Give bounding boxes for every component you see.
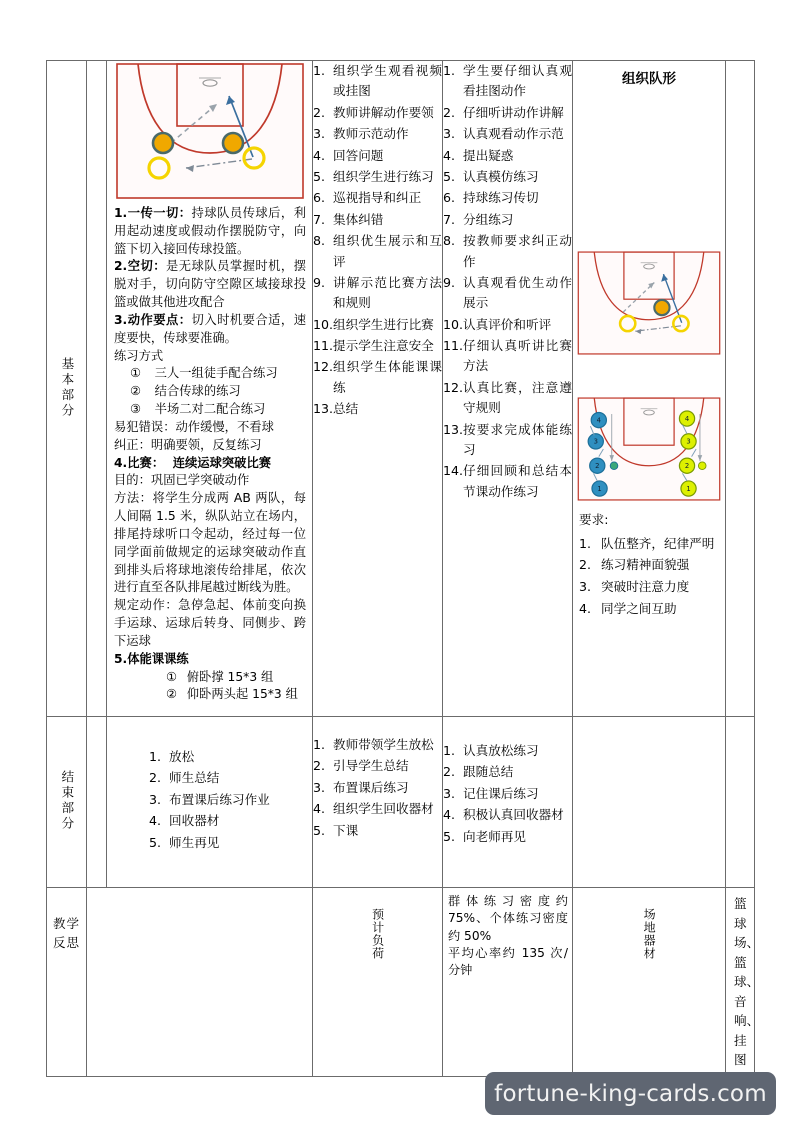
basic-student-activity-item	[443, 167, 572, 187]
basic-student-activity-item-number: 10.	[443, 316, 464, 332]
fitness-item-2-num: ②	[166, 687, 178, 702]
svg-text:3: 3	[686, 437, 691, 446]
ending-student-activity-item-label: 认真放松练习	[463, 743, 539, 758]
basic-teacher-activity-item-number: 3.	[313, 126, 326, 142]
formation-requirements	[573, 503, 725, 625]
basic-teacher-activity-item	[313, 231, 442, 272]
fitness-item-2: 仰卧两头起 15*3 组	[186, 687, 298, 702]
ending-content-item	[149, 747, 312, 767]
cell-basic-right-spacer	[726, 61, 755, 717]
equipment-label: 场地器材	[642, 907, 657, 960]
ending-teacher-activity-item	[313, 799, 442, 819]
basic-teacher-activity-item	[313, 273, 442, 314]
basic-teacher-activity-item-label: 总结	[333, 401, 359, 417]
basic-student-activity-item-number: 3.	[443, 126, 456, 142]
basic-teacher-activity-item-number: 2.	[313, 104, 326, 120]
requirement-item	[579, 576, 721, 598]
practice-way-2-num: ②	[130, 384, 142, 399]
basic-student-activity-item	[443, 124, 572, 144]
required-moves: 规定动作：急停急起、体前变向换手运球、运球后转身、同侧步、跨下运球	[114, 598, 306, 648]
requirements-list	[579, 533, 721, 620]
requirement-item-number: 4.	[579, 600, 592, 616]
cell-basic-section-label	[47, 61, 87, 717]
ending-student-activity-item	[443, 762, 572, 782]
basic-teacher-activity-item-label: 提示学生注意安全	[333, 338, 434, 354]
basic-student-activity-item	[443, 146, 572, 166]
basic-student-activity-item	[443, 188, 572, 208]
basic-teacher-activity-item	[313, 167, 442, 187]
cell-ending-right-spacer	[726, 717, 755, 888]
basic-teacher-activity-item-label: 集体纠错	[333, 211, 384, 227]
correction-text: 纠正：明确要领，反复练习	[114, 437, 262, 452]
basic-student-activity-item	[443, 420, 572, 461]
ending-teacher-activity-item-number: 5.	[313, 822, 326, 838]
svg-text:1: 1	[597, 484, 602, 493]
basic-teacher-activity-item-number: 12.	[313, 359, 334, 375]
competition-method: 方法：将学生分成两 AB 两队，每人间隔 1.5 米，纵队站立在场内，排尾持球听口令起动，经过每一位同学面前做规定的运球突破动作直到排头后将球地滚传给排尾，依次进行直至各队排尾越过断线为胜。	[114, 491, 306, 595]
watermark-text: fortune-king-cards.com	[494, 1080, 767, 1107]
cell-reflection-body[interactable]	[87, 888, 313, 1077]
basic-teacher-activity-item-label: 组织学生进行比赛	[333, 316, 434, 332]
ending-teacher-activity-item-number: 3.	[313, 779, 326, 795]
basic-student-activity-item	[443, 61, 572, 102]
cell-basic-formation	[573, 61, 726, 717]
basic-teacher-activity-item-number: 5.	[313, 168, 326, 184]
table-row-ending	[47, 717, 755, 888]
requirement-item	[579, 533, 721, 555]
basic-student-activity-item	[443, 336, 572, 377]
svg-text:4: 4	[684, 414, 690, 423]
cell-basic-spacer	[87, 61, 107, 717]
basic-teacher-activity-item-number: 13.	[313, 401, 334, 417]
basic-student-activity-item-label: 仔细认真听讲比赛方法	[463, 338, 572, 374]
basic-student-activity-item-label: 按要求完成体能练习	[463, 421, 572, 458]
ending-teacher-activity-item	[313, 756, 442, 776]
cell-equipment-label	[573, 888, 726, 1077]
basic-teacher-activity-item-label: 教师讲解动作要领	[333, 104, 434, 120]
basic-teacher-activity-item	[313, 146, 442, 166]
table-row-reflection	[47, 888, 755, 1077]
equipment-value: 篮球场、篮球、音响、挂图	[734, 896, 760, 1068]
table-row-basic	[47, 61, 755, 717]
basic-teacher-activity-item-number: 4.	[313, 147, 326, 163]
basic-student-activity-item-label: 认真评价和听评	[463, 316, 552, 332]
fitness-heading: 5.体能课课练	[114, 651, 189, 666]
court-diagram-dribble-relay	[576, 395, 722, 503]
ending-teacher-activity-item-label: 引导学生总结	[333, 758, 409, 774]
ending-content-item	[149, 790, 312, 810]
basic-teacher-activity-item-number: 7.	[313, 211, 326, 227]
ending-teacher-activity-item-label: 教师带领学生放松	[333, 737, 434, 752]
ending-content-item-number: 2.	[149, 770, 162, 786]
ending-teacher-activity-item-label: 组织学生回收器材	[333, 801, 434, 817]
load-line-2: 平均心率约 135 次/分钟	[448, 945, 568, 978]
requirements-heading: 要求:	[579, 512, 609, 527]
ending-student-activity-item-number: 2.	[443, 764, 456, 780]
load-line-1: 群体练习密度约 75%、个体练习密度约 50%	[448, 894, 568, 943]
basic-teacher-activity-list	[313, 61, 442, 420]
ending-content-item-label: 回收器材	[169, 813, 220, 829]
point-2-lead: 2.空切：	[114, 259, 167, 274]
basic-teacher-activity-item-label: 巡视指导和纠正	[333, 190, 422, 206]
common-error-text: 易犯错误：动作缓慢，不看球	[114, 419, 274, 434]
basic-student-activity-item-label: 认真观看优生动作展示	[463, 274, 572, 311]
point-1-text: 持球队员传球后，利用起动速度或假动作摆脱防守，向篮下切入接回传球投篮。	[114, 206, 306, 256]
ending-student-activity-item-number: 3.	[443, 785, 456, 801]
cell-basic-content	[107, 61, 313, 717]
basic-student-activity-item	[443, 103, 572, 123]
basic-content-text	[107, 201, 312, 712]
requirement-item-label: 队伍整齐，纪律严明	[601, 535, 715, 551]
competition-title: 连续运球突破比赛	[172, 455, 272, 470]
point-3-text: 切入时机要合适，速度要快，传球要准确。	[114, 312, 306, 345]
fitness-item-1: 俯卧撑 15*3 组	[186, 669, 274, 684]
point-1-lead: 1.一传一切：	[114, 206, 192, 220]
ending-student-activity-item-label: 记住课后练习	[463, 785, 539, 801]
ending-teacher-activity-item	[313, 735, 442, 755]
ending-student-activity-item	[443, 784, 572, 804]
ending-student-activity-item	[443, 827, 572, 847]
basic-student-activity-item-number: 13.	[443, 421, 464, 437]
basic-teacher-activity-item-label: 讲解示范比赛方法和规则	[333, 274, 442, 311]
ending-content-item-label: 放松	[169, 749, 195, 764]
ending-student-activity-list	[443, 741, 572, 847]
svg-text:1: 1	[686, 484, 691, 493]
requirement-item-number: 2.	[579, 557, 592, 573]
basic-student-activity-item-number: 14.	[443, 463, 464, 479]
cell-equipment-value	[726, 888, 760, 1077]
ending-content-item-number: 1.	[149, 749, 162, 764]
requirement-item	[579, 598, 721, 620]
ending-teacher-activity-item-number: 1.	[313, 737, 326, 752]
cell-load-value	[443, 888, 573, 1077]
court-diagram-formation-pass-cut	[576, 249, 722, 357]
basic-teacher-activity-item-number: 9.	[313, 274, 326, 290]
basic-student-activity-list	[443, 61, 572, 502]
ending-content-item-label: 布置课后练习作业	[169, 791, 270, 807]
requirement-item-label: 练习精神面貌强	[601, 557, 690, 573]
basic-student-activity-item-label: 认真模仿练习	[463, 168, 539, 184]
ending-content-item	[149, 768, 312, 788]
requirement-item	[579, 554, 721, 576]
basic-student-activity-item-number: 12.	[443, 379, 464, 395]
requirement-item-label: 同学之间互助	[601, 600, 677, 616]
basic-student-activity-item-label: 认真观看动作示范	[463, 126, 564, 142]
basic-student-activity-item-number: 2.	[443, 104, 456, 120]
ending-content-item	[149, 811, 312, 831]
basic-teacher-activity-item	[313, 124, 442, 144]
cell-ending-content	[107, 717, 313, 888]
ending-teacher-activity-item-label: 布置课后练习	[333, 779, 409, 795]
requirement-item-number: 1.	[579, 535, 592, 551]
basic-teacher-activity-item-number: 1.	[313, 63, 326, 78]
ending-student-activity-item	[443, 741, 572, 761]
basic-student-activity-item-label: 认真比赛，注意遵守规则	[463, 379, 572, 416]
ending-content-item-number: 3.	[149, 791, 162, 807]
ending-content-item	[149, 833, 312, 853]
basic-teacher-activity-item-number: 8.	[313, 233, 326, 249]
competition-lead: 4.比赛：	[114, 455, 165, 470]
practice-way-2: 结合传球的练习	[154, 384, 241, 399]
ending-content-list	[149, 747, 312, 853]
basic-teacher-activity-item-number: 10.	[313, 316, 334, 332]
cell-ending-student-activities	[443, 717, 573, 888]
basic-student-activity-item	[443, 231, 572, 272]
basic-teacher-activity-item	[313, 210, 442, 230]
ending-teacher-activity-item-number: 2.	[313, 758, 326, 774]
basic-student-activity-item-number: 6.	[443, 190, 456, 206]
basic-student-activity-item-label: 提出疑惑	[463, 147, 514, 163]
practice-method-heading: 练习方式	[114, 348, 164, 363]
basic-student-activity-item-number: 1.	[443, 63, 456, 78]
ending-student-activity-item-label: 积极认真回收器材	[463, 807, 564, 823]
ending-student-activity-item-label: 向老师再见	[463, 828, 526, 844]
svg-text:4: 4	[596, 416, 601, 425]
fitness-item-1-num: ①	[166, 669, 178, 684]
cell-basic-teacher-activities	[313, 61, 443, 717]
basic-teacher-activity-item	[313, 188, 442, 208]
cell-load-label	[313, 888, 443, 1077]
basic-student-activity-item-number: 7.	[443, 211, 456, 227]
basic-teacher-activity-item	[313, 315, 442, 335]
point-2-text: 是无球队员掌握时机，摆脱对手，切向防守空隙区域接球投篮或做其他进攻配合	[114, 259, 306, 310]
ending-student-activity-item-number: 1.	[443, 743, 456, 758]
basic-student-activity-item	[443, 461, 572, 502]
basic-teacher-activity-item	[313, 103, 442, 123]
basic-student-activity-item-label: 仔细回顾和总结本节课动作练习	[463, 463, 572, 499]
cell-ending-formation	[573, 717, 726, 888]
ending-teacher-activity-item	[313, 821, 442, 841]
basic-student-activity-item-label: 持球练习传切	[463, 190, 539, 206]
basic-teacher-activity-item-label: 回答问题	[333, 147, 384, 163]
requirement-item-label: 突破时注意力度	[601, 578, 690, 594]
basic-teacher-activity-item-label: 教师示范动作	[333, 126, 409, 142]
ending-student-activity-item-number: 4.	[443, 807, 456, 823]
svg-text:2: 2	[684, 462, 690, 471]
load-value	[443, 888, 572, 985]
cell-ending-section-label	[47, 717, 87, 888]
basic-teacher-activity-item-label: 组织学生进行练习	[333, 168, 434, 184]
cell-basic-student-activities	[443, 61, 573, 717]
basic-teacher-activity-item	[313, 61, 442, 102]
practice-way-3-num: ③	[130, 402, 142, 417]
cell-ending-teacher-activities	[313, 717, 443, 888]
basic-teacher-activity-item	[313, 399, 442, 419]
load-label: 预计负荷	[370, 907, 385, 960]
basic-student-activity-item	[443, 273, 572, 314]
ending-teacher-activity-item-label: 下课	[333, 822, 359, 838]
ending-content-item-label: 师生总结	[169, 770, 220, 786]
cell-reflection-label	[47, 888, 87, 1077]
competition-purpose: 目的：巩固已学突破动作	[114, 473, 250, 488]
reflection-text	[87, 888, 312, 900]
svg-text:3: 3	[593, 437, 598, 446]
basic-student-activity-item-number: 11.	[443, 338, 464, 354]
court-diagram-pass-and-cut	[114, 61, 306, 201]
ending-teacher-activity-list	[313, 735, 442, 841]
formation-title: 组织队形	[622, 71, 676, 87]
basic-teacher-activity-item-label: 组织优生展示和互评	[333, 233, 442, 269]
cell-ending-spacer	[87, 717, 107, 888]
practice-way-3: 半场二对二配合练习	[154, 402, 266, 417]
basic-student-activity-item-label: 分组练习	[463, 211, 514, 227]
basic-student-activity-item	[443, 210, 572, 230]
basic-teacher-activity-item-label: 组织学生观看视频或挂图	[333, 63, 442, 99]
basic-teacher-activity-item-number: 11.	[313, 338, 334, 354]
svg-text:2: 2	[595, 462, 600, 471]
basic-student-activity-item	[443, 378, 572, 419]
ending-student-activity-item-label: 跟随总结	[463, 764, 514, 780]
basic-teacher-activity-item	[313, 336, 442, 356]
basic-student-activity-item-number: 9.	[443, 274, 456, 290]
requirement-item-number: 3.	[579, 578, 592, 594]
ending-student-activity-item-number: 5.	[443, 828, 456, 844]
ending-content-item-label: 师生再见	[169, 834, 220, 850]
watermark-badge	[485, 1072, 776, 1115]
practice-way-1-num: ①	[130, 366, 142, 381]
basic-student-activity-item-label: 学生要仔细认真观看挂图动作	[463, 63, 572, 99]
basic-student-activity-item-label: 按教师要求纠正动作	[463, 233, 572, 269]
basic-section-label: 基本部分	[59, 356, 75, 419]
basic-student-activity-item	[443, 315, 572, 335]
ending-teacher-activity-item-number: 4.	[313, 801, 326, 817]
ending-content-item-number: 5.	[149, 834, 162, 850]
ending-teacher-activity-item	[313, 778, 442, 798]
basic-student-activity-item-number: 4.	[443, 147, 456, 163]
point-3-lead: 3.动作要点：	[114, 312, 192, 327]
basic-student-activity-item-number: 8.	[443, 233, 456, 249]
basic-teacher-activity-item-label: 组织学生体能课课练	[333, 359, 442, 395]
practice-way-1: 三人一组徒手配合练习	[154, 366, 278, 381]
basic-teacher-activity-item-number: 6.	[313, 190, 326, 206]
ending-section-label: 结束部分	[59, 770, 75, 832]
basic-student-activity-item-label: 仔细听讲动作讲解	[463, 104, 564, 120]
ending-student-activity-item	[443, 805, 572, 825]
ending-content-item-number: 4.	[149, 813, 162, 829]
basic-student-activity-item-number: 5.	[443, 168, 456, 184]
reflection-label: 教学反思	[52, 915, 80, 950]
lesson-plan-table	[46, 60, 760, 1077]
basic-teacher-activity-item	[313, 357, 442, 398]
